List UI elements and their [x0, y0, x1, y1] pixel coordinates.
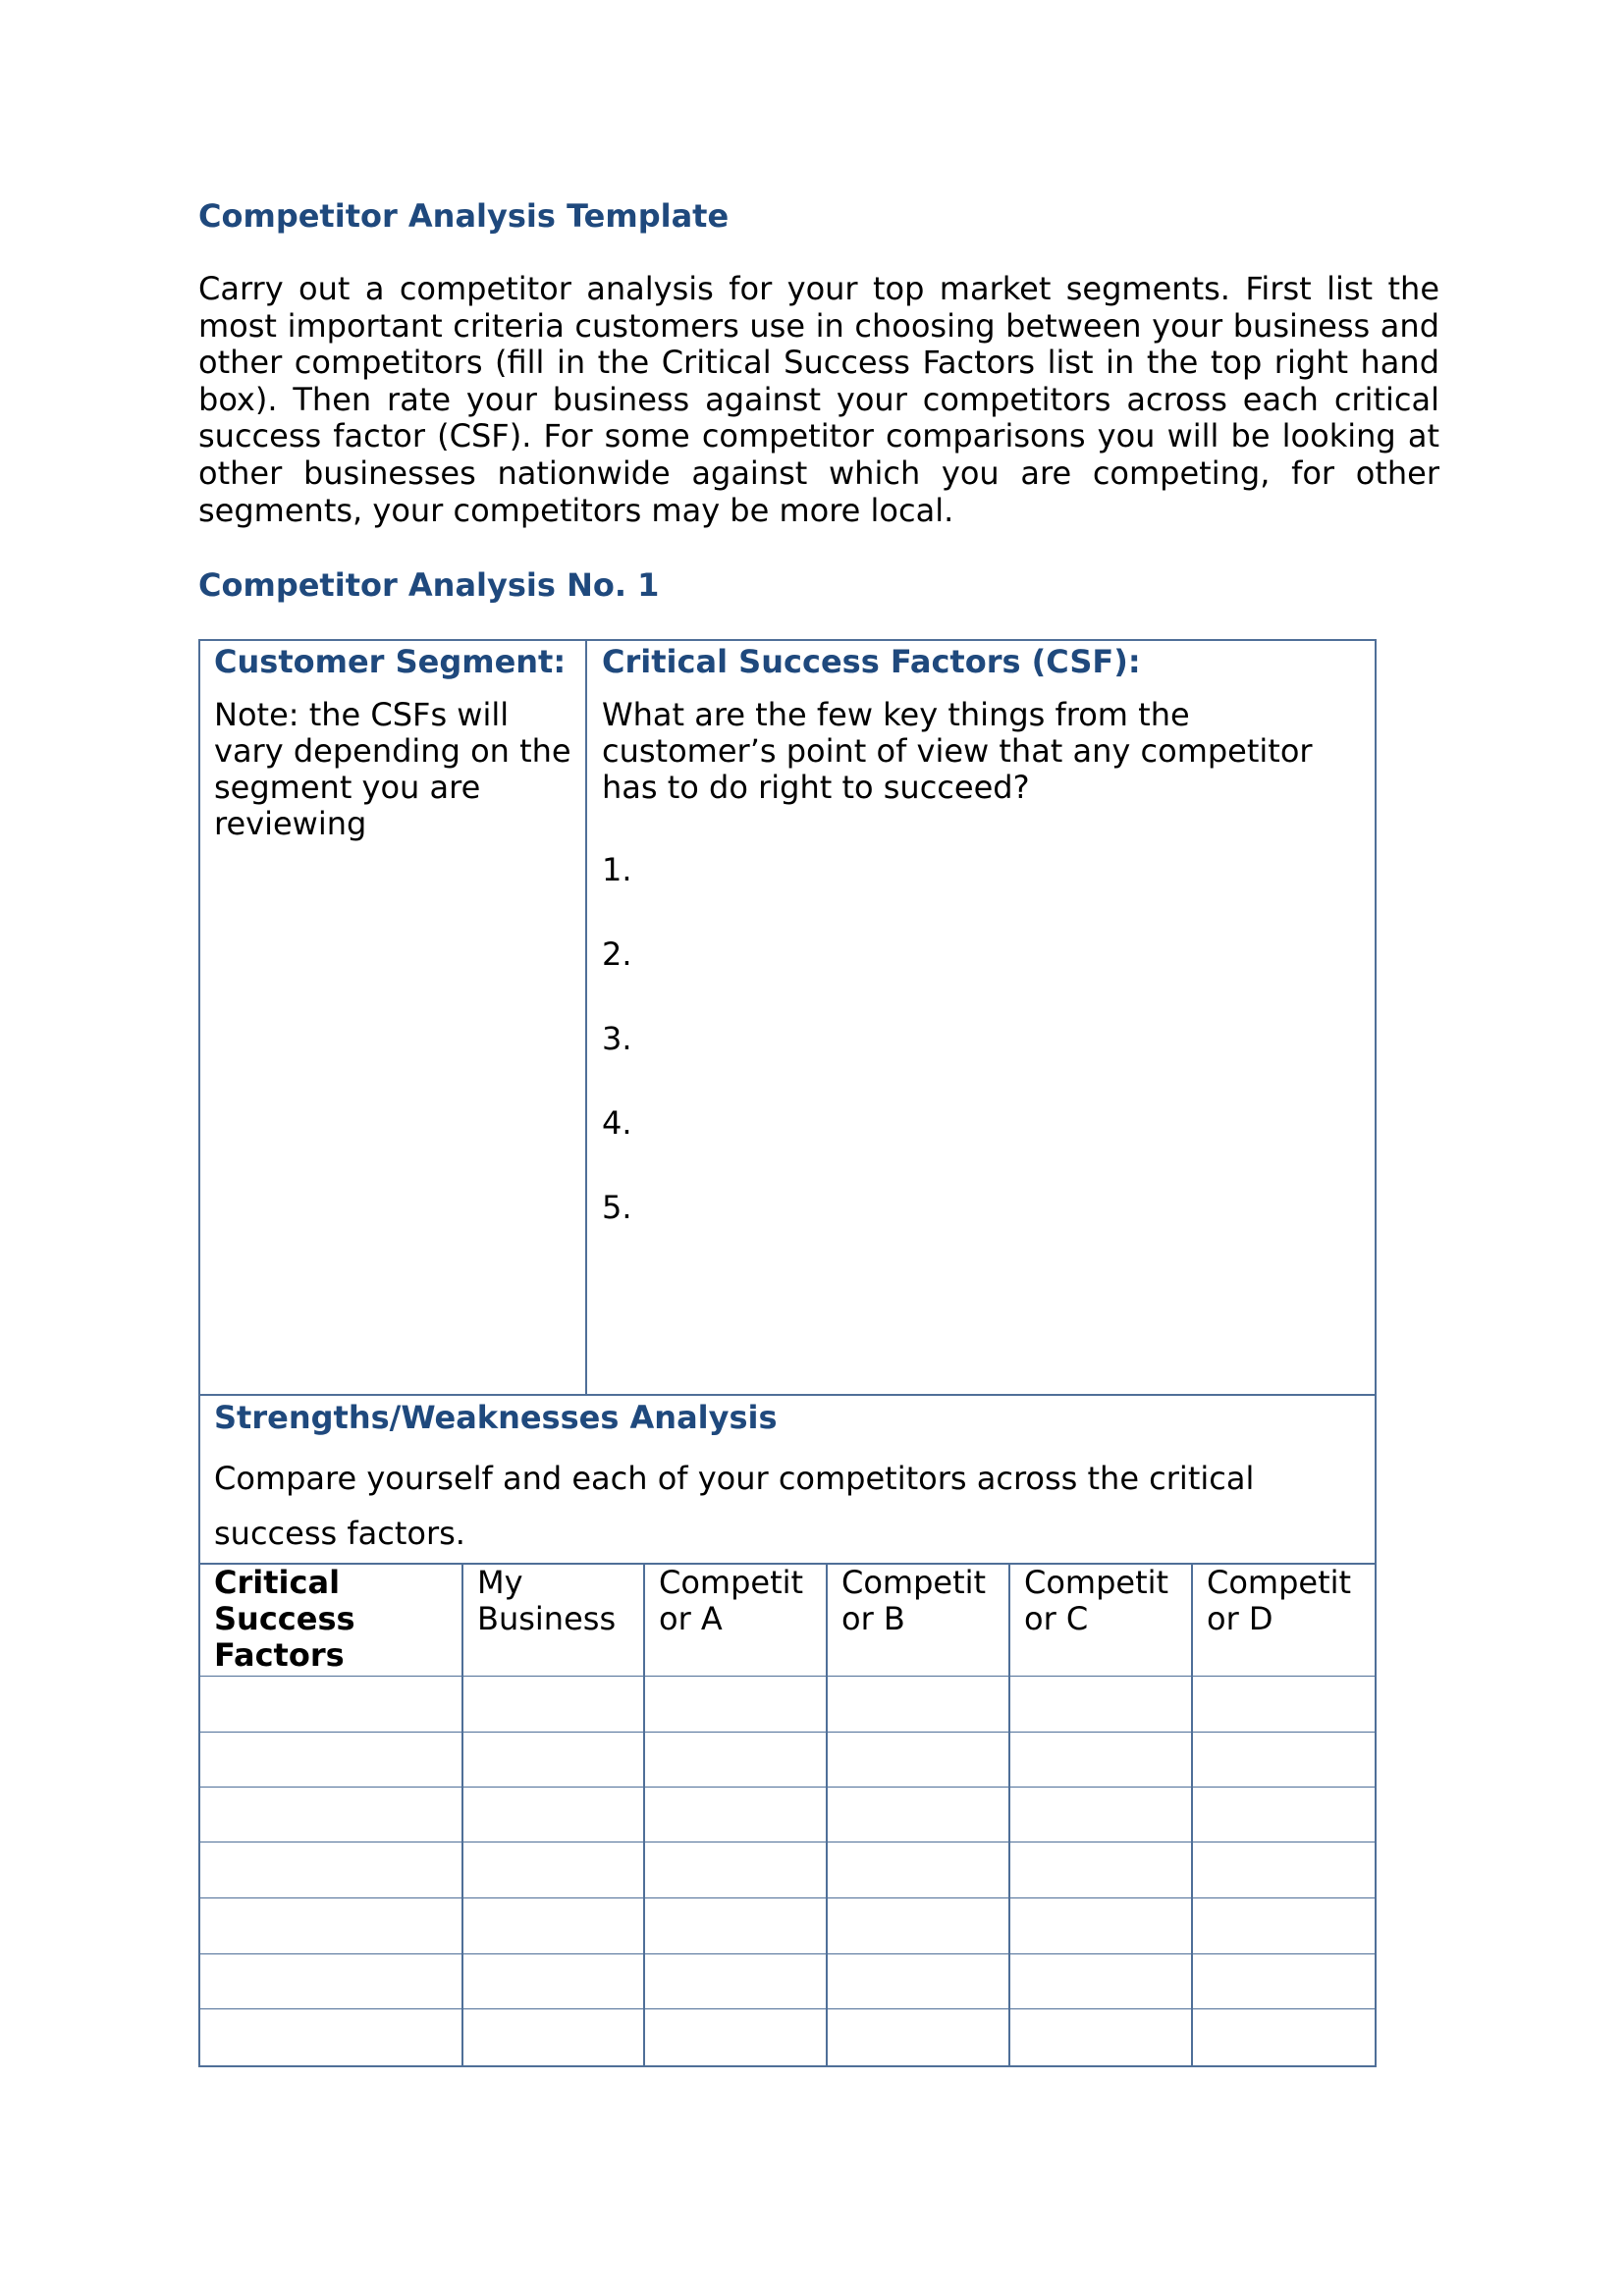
grid-row-line: [198, 1732, 1377, 1733]
csf-item-4: 4.: [602, 1104, 632, 1142]
csf-item-3: 3.: [602, 1020, 632, 1057]
grid-row-line: [198, 1953, 1377, 1954]
table-row[interactable]: [200, 1734, 1375, 1786]
top-section-divider: [198, 1394, 1377, 1396]
column-header-my-business: My Business: [477, 1564, 617, 1637]
column-header-competitor-a: Competit or A: [659, 1564, 804, 1637]
customer-segment-note: Note: the CSFs will vary depending on the segment you are reviewing: [214, 696, 571, 842]
column-header-competitor-d: Competit or D: [1207, 1564, 1352, 1637]
analysis-title: Competitor Analysis No. 1: [198, 566, 660, 604]
intro-paragraph: Carry out a competitor analysis for your top market segments. First list the most important criteria customers use in choosing between your business and other competitors (fill in the Critical Success Factors list in the top right hand box). Then rate your business against your competitors across each critical success factor (CSF). For some competitor comparisons you will be looking at other businesses nationwide against which you are competing, for other segments, your competitors may be more local.: [198, 270, 1439, 529]
table-row[interactable]: [200, 1789, 1375, 1841]
document-title: Competitor Analysis Template: [198, 197, 730, 235]
segment-csf-divider: [585, 639, 587, 1395]
table-row[interactable]: [200, 1899, 1375, 1952]
column-header-competitor-b: Competit or B: [841, 1564, 987, 1637]
csf-header: Critical Success Factors (CSF):: [602, 643, 1141, 680]
strengths-weaknesses-description: Compare yourself and each of your competitors across the critical success factors.: [214, 1460, 1255, 1552]
table-row[interactable]: [200, 1678, 1375, 1731]
csf-item-5: 5.: [602, 1189, 632, 1226]
grid-row-line: [198, 1787, 1377, 1788]
csf-question: What are the few key things from the customer’s point of view that any competitor has to do right to succeed?: [602, 696, 1313, 806]
column-header-csf: Critical Success Factors: [214, 1564, 355, 1674]
strengths-weaknesses-title: Strengths/Weaknesses Analysis: [214, 1399, 778, 1436]
grid-row-line: [198, 1897, 1377, 1898]
column-header-competitor-c: Competit or C: [1024, 1564, 1169, 1637]
table-row[interactable]: [200, 1955, 1375, 2007]
grid-row-line: [198, 1676, 1377, 1677]
csf-item-1: 1.: [602, 851, 632, 888]
table-row[interactable]: [200, 1843, 1375, 1896]
customer-segment-header: Customer Segment:: [214, 643, 567, 680]
csf-item-2: 2.: [602, 935, 632, 973]
table-row[interactable]: [200, 2010, 1375, 2065]
grid-row-line: [198, 2008, 1377, 2009]
